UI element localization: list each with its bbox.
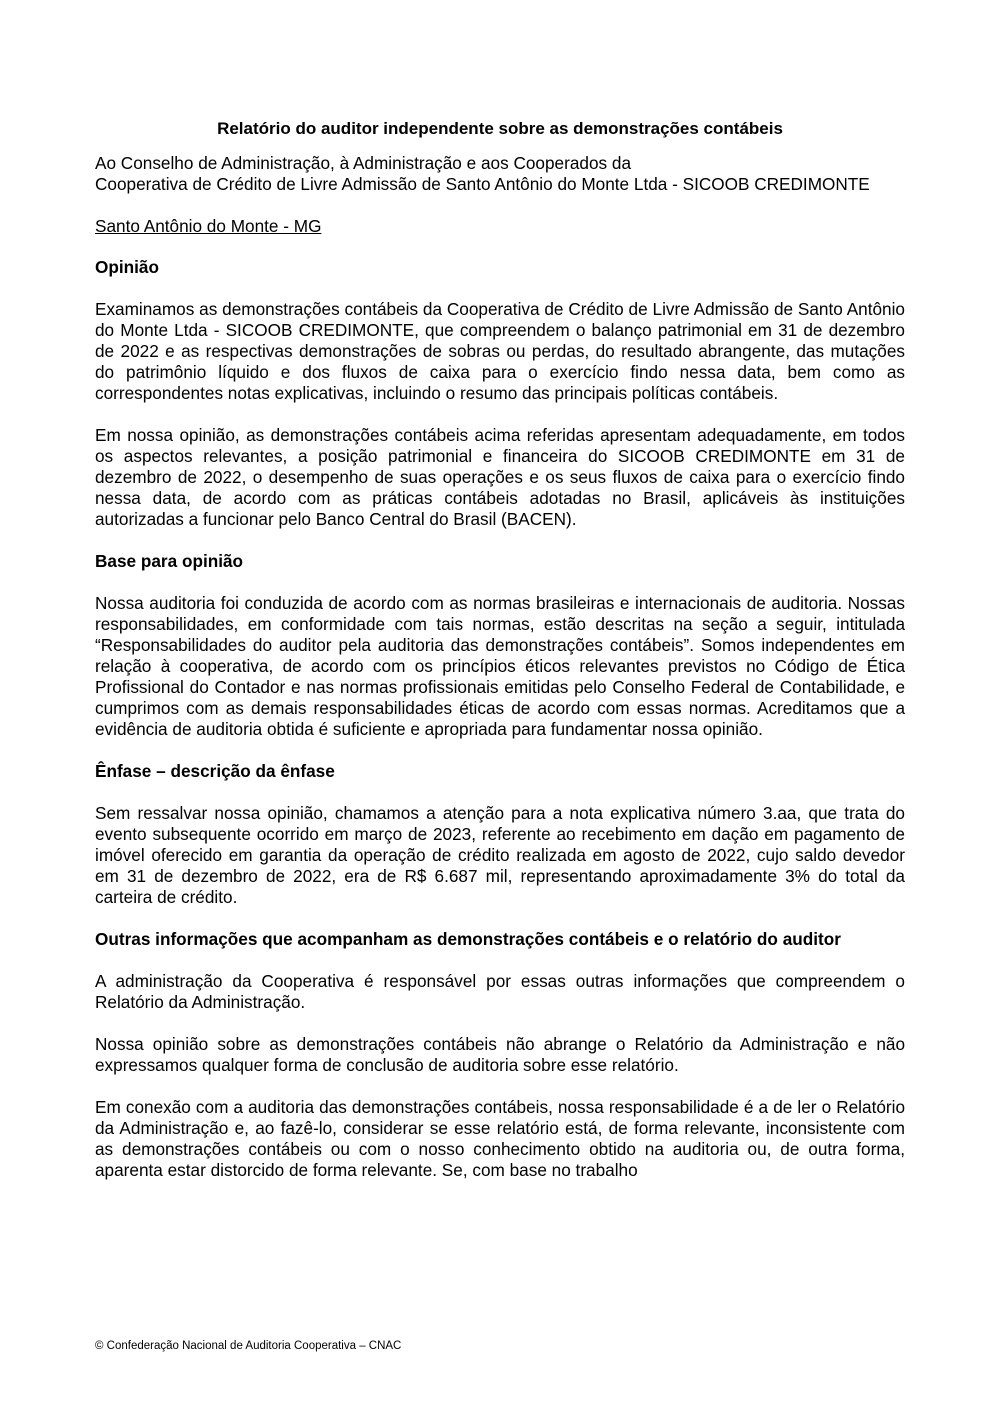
addressee-block — [95, 153, 905, 195]
section-outras-informacoes — [95, 929, 905, 1181]
paragraph: Nossa auditoria foi conduzida de acordo com as normas brasileiras e internacionais de auditoria. Nossas responsabilidades, em conformidade com tais normas, estão descritas na seção a seguir, intitulada “Responsabilidades do auditor pela auditoria das demonstrações contábeis”. Somos independentes em relação à cooperativa, de acordo com os princípios éticos relevantes previstos no Código de Ética Profissional do Contador e nas normas profissionais emitidas pelo Conselho Federal de Contabilidade, e cumprimos com as demais responsabilidades éticas de acordo com essas normas. Acreditamos que a evidência de auditoria obtida é suficiente e apropriada para fundamentar nossa opinião. — [95, 593, 905, 739]
paragraph: Nossa opinião sobre as demonstrações contábeis não abrange o Relatório da Administração e não expressamos qualquer forma de conclusão de auditoria sobre esse relatório. — [95, 1034, 905, 1075]
document-title: Relatório do auditor independente sobre as demonstrações contábeis — [217, 119, 783, 138]
page-footer: © Confederação Nacional de Auditoria Cooperativa – CNAC — [95, 1340, 402, 1352]
paragraph: Sem ressalvar nossa opinião, chamamos a atenção para a nota explicativa número 3.aa, que trata do evento subsequente ocorrido em março de 2023, referente ao recebimento em dação em pagamento de imóvel oferecido em garantia da operação de crédito realizada em agosto de 2022, cujo saldo devedor em 31 de dezembro de 2022, era de R$ 6.687 mil, representando aproximadamente 3% do total da carteira de crédito. — [95, 803, 905, 907]
section-opiniao — [95, 257, 905, 530]
section-heading: Base para opinião — [95, 551, 244, 571]
paragraph: Em nossa opinião, as demonstrações contábeis acima referidas apresentam adequadamente, em todos os aspectos relevantes, a posição patrimonial e financeira do SICOOB CREDIMONTE em 31 de dezembro de 2022, o desempenho de suas operações e os seus fluxos de caixa para o exercício findo nessa data, de acordo com as práticas contábeis adotadas no Brasil, aplicáveis às instituições autorizadas a funcionar pelo Banco Central do Brasil (BACEN). — [95, 425, 905, 529]
section-enfase — [95, 761, 905, 908]
section-heading: Outras informações que acompanham as demonstrações contábeis e o relatório do auditor — [95, 929, 841, 949]
section-heading: Ênfase – descrição da ênfase — [95, 761, 335, 781]
paragraph: Em conexão com a auditoria das demonstrações contábeis, nossa responsabilidade é a de ler o Relatório da Administração e, ao fazê-lo, considerar se esse relatório está, de forma relevante, inconsistente com as demonstrações contábeis ou com o nosso conhecimento obtido na auditoria ou, de outra forma, aparenta estar distorcido de forma relevante. Se, com base no trabalho — [95, 1097, 905, 1180]
section-heading: Opinião — [95, 257, 159, 277]
paragraph: Examinamos as demonstrações contábeis da Cooperativa de Crédito de Livre Admissão de Santo Antônio do Monte Ltda - SICOOB CREDIMONTE, que compreendem o balanço patrimonial em 31 de dezembro de 2022 e as respectivas demonstrações de sobras ou perdas, do resultado abrangente, das mutações do patrimônio líquido e dos fluxos de caixa para o exercício findo nessa data, bem como as correspondentes notas explicativas, incluindo o resumo das principais políticas contábeis. — [95, 299, 905, 403]
city-location: Santo Antônio do Monte - MG — [95, 216, 322, 236]
document-page — [95, 118, 905, 1202]
addressee-line-1: Ao Conselho de Administração, à Administração e aos Cooperados da — [95, 153, 632, 173]
paragraph: A administração da Cooperativa é responsável por essas outras informações que compreendem o Relatório da Administração. — [95, 971, 905, 1012]
addressee-line-2: Cooperativa de Crédito de Livre Admissão de Santo Antônio do Monte Ltda - SICOOB CREDIMONTE — [95, 174, 870, 194]
section-base-para-opiniao — [95, 551, 905, 740]
